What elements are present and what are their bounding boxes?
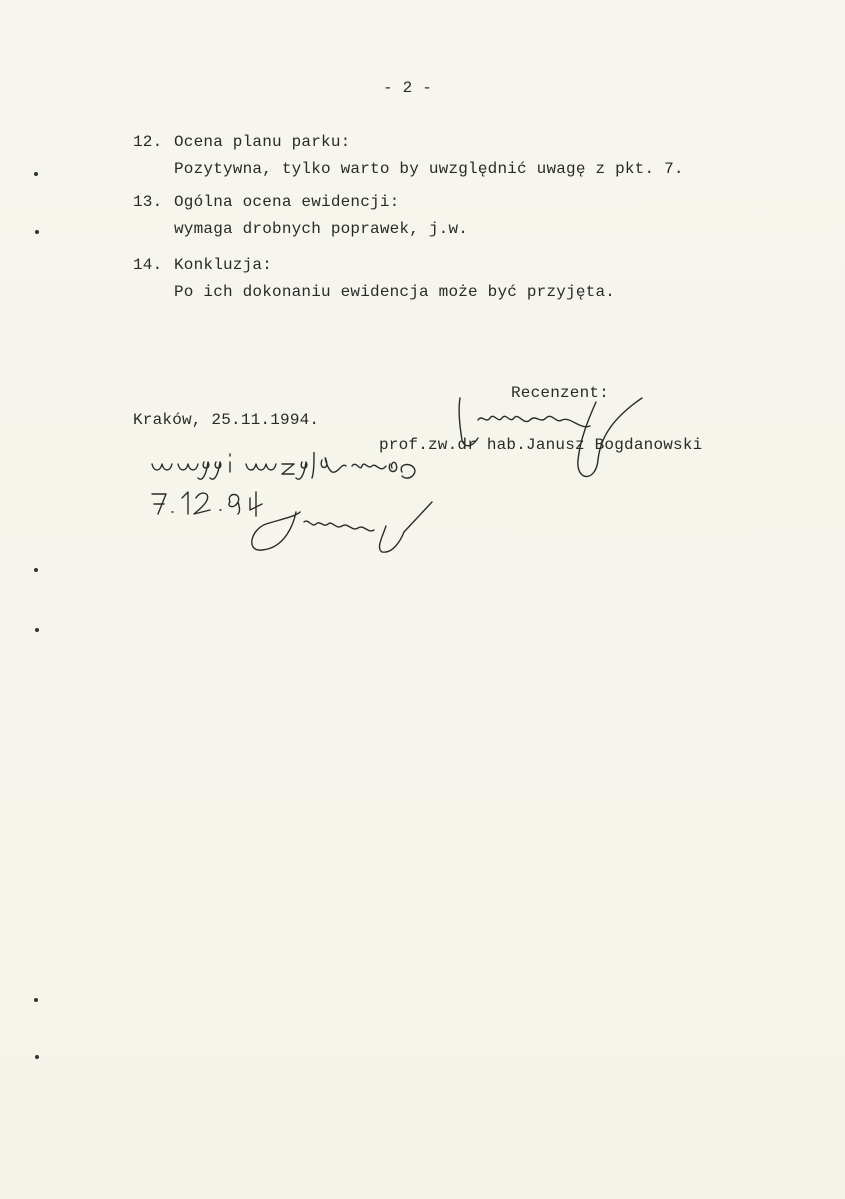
item-title: Konkluzja: [174, 256, 273, 274]
item-number: 13. [133, 193, 163, 211]
item-body: Po ich dokonaniu ewidencja może być przyjęta. [174, 283, 616, 301]
item-number: 12. [133, 133, 163, 151]
item-title: Ogólna ocena ewidencji: [174, 193, 400, 211]
reviewer-label: Recenzent: [511, 384, 610, 402]
margin-dot [35, 230, 39, 234]
page-number: - 2 - [383, 79, 433, 97]
item-title: Ocena planu parku: [174, 133, 351, 151]
handwritten-note [146, 452, 436, 572]
item-number: 14. [133, 256, 163, 274]
margin-dot [34, 172, 38, 176]
margin-dot [35, 628, 39, 632]
item-body: wymaga drobnych poprawek, j.w. [174, 220, 469, 238]
margin-dot [34, 568, 38, 572]
margin-dot [35, 1055, 39, 1059]
reviewer-name: prof.zw.dr hab.Janusz Bogdanowski [379, 436, 703, 454]
reviewer-signature [420, 390, 650, 490]
item-body: Pozytywna, tylko warto by uwzględnić uwagę z pkt. 7. [174, 160, 684, 178]
place-date: Kraków, 25.11.1994. [133, 411, 320, 429]
margin-dot [34, 998, 38, 1002]
